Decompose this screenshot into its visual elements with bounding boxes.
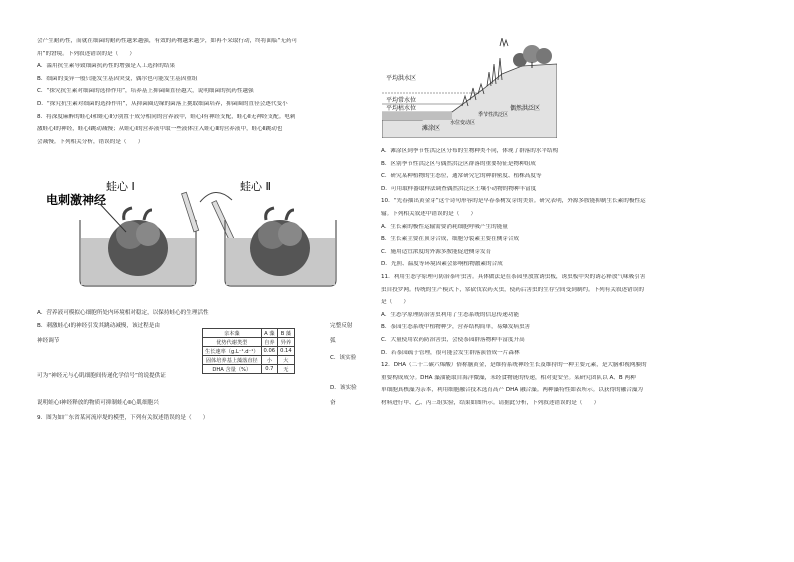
text-line: 输。下列相关叙述中错误的是（ ） — [381, 210, 477, 217]
option-line: D．可用取样器取样法调查偶然洪泛区土壤小动物的物种丰富度 — [381, 185, 537, 192]
text-line: 虫自投罗网。传统的生产模式下，常砍伐农药灭虫，使药后害虫的生存空间受到制约。下列有关叙述错误的 — [381, 286, 644, 293]
side-note-excite: 奋 — [330, 400, 336, 406]
option-c-8-cont: 可为“神经元与心肌细胞间传递化学信号”的说提供证 — [37, 373, 166, 379]
text-line: 单细胞真核藻为亲本，利用细胞融合技术选育高产 DHA 融合藻。两种藻特性如表所示。以获得的融合藻为 — [381, 387, 644, 394]
table-header-row — [203, 329, 295, 338]
label-flood-area: 平均洪水区 — [386, 75, 417, 82]
table-cell: 0.06 — [261, 347, 278, 356]
label-occasional: 偶然洪泛区 — [510, 105, 541, 112]
river-bank-figure — [382, 38, 557, 138]
text-line: 会产生耐药性，而就在细菌的耐药性越来越强，有效的药物越来越少，如再不采取行动，终将面临“无药可 — [37, 38, 298, 44]
option-line: D．“探究抗生素对细菌的选择作用”，从抑菌圈边缘的菌落上挑取细菌培养，抑菌圈的直径会逐代变小 — [37, 100, 288, 107]
table-cell: 自养 — [261, 338, 278, 347]
table-row — [203, 365, 295, 374]
table-cell: 小 — [261, 356, 278, 365]
table-cell: 固体培养基上藻落直径 — [203, 356, 262, 365]
table-cell: 异养 — [278, 338, 295, 347]
table-cell: 大 — [278, 356, 295, 365]
frog-heart-figure — [40, 180, 340, 290]
side-note-arc: 弧 — [330, 338, 336, 344]
label-beach: 滩涂区 — [422, 125, 441, 132]
text-line: 材料进行甲、乙、丙三组实验，结果如图所示。请据此分析，下列叙述错误的是（ ） — [381, 399, 600, 406]
question-12-text: 12．DHA（二十二碳六烯酸）俗称脑黄金，是维持系统神经生长及维持的一种主要元素，是大脑和视网膜的 — [381, 362, 647, 369]
table-cell: DHA 含量（%） — [203, 365, 262, 374]
option-line: C．研究某种植物的生态位，通常研究它的种群密度、植株高度等 — [381, 173, 542, 180]
algae-table — [202, 328, 295, 374]
text-line: 是（ ） — [381, 299, 409, 306]
question-8-text: 8．将深度麻醉的蛙心Ⅰ和蛙心Ⅱ分别置于成分相同的营养液中，蛙心Ⅰ有神经支配，蛙心Ⅱ无神经支配。电刺 — [37, 113, 296, 120]
table-header-cell: B 藻 — [278, 329, 295, 338]
table-cell: 0.14 — [278, 347, 295, 356]
text-line: 重要构成成分。DHA 藻油能取自海洋微藻，未经食物链的传递，相对更安全。某研究团队以 A、B 两种 — [381, 374, 636, 381]
question-9-text: 9．图为如广东省某河流岸堤的模型，下列有关叙述错误的是（ ） — [37, 415, 209, 421]
option-line: B．区别季节性洪泛区与偶然洪泛区群落的重要特征是物种组成 — [381, 160, 536, 167]
label-water-change: 水位变动区 — [450, 120, 476, 126]
option-line: C．大量使用农药防治害虫，会使茶园群落物种丰富度升高 — [381, 336, 525, 343]
option-line: A．生态学原理防治害虫利用了生态系统的信息传递功能 — [381, 311, 520, 318]
left-column — [37, 38, 377, 151]
question-11-text: 11．利用生态学原理可防治茶叶虫害。具体做法是在茶园里放置诱虫板，诱虫板中央的诱芯释放气味吸引害 — [381, 273, 646, 280]
question-10-text: 10．“先春抽出黄金芽”这个诗句形容的是早春茶树发芽的美景。研究表明，外源多胺能抑制生长素的极性运 — [381, 198, 646, 205]
side-note-c: C．该实验 — [330, 355, 357, 361]
side-note-reflex: 完整反射 — [330, 323, 353, 329]
option-a-8: A．营养液可模拟心细胞所处内环境相对稳定，以保持蛙心的生理活性 — [37, 310, 209, 316]
option-line: D．若茶园疏于管理，很可能会发生群落演替成一片森林 — [381, 349, 520, 356]
option-line: B．茶园生态系统中植物种少，营养结构简单，易爆发病虫害 — [381, 324, 531, 331]
text-line: 激蛙心Ⅰ的神经，蛙心Ⅰ跳动减慢；从蛙心Ⅰ的营养液中取一些液体注入蛙心Ⅱ的营养液中，蛙心Ⅱ跳动也 — [37, 126, 283, 133]
table-row — [203, 356, 295, 365]
option-line: B．生长素主要在顶芽合成，细胞分裂素主要在侧芽合成 — [381, 236, 520, 243]
heart1-label: 蛙心 Ⅰ — [106, 180, 135, 193]
option-b-8: B．刺激蛙心Ⅰ的神经引发其跳动减慢，该过程是由 — [37, 323, 160, 329]
table-cell: 生长速率（g.L⁻¹.d⁻¹） — [203, 347, 262, 356]
option-line: C．“探究抗生素对细菌的选择作用”，培养基上抑菌圈直径越大，说明细菌的抗药性越强 — [37, 88, 254, 95]
table-cell: 0.7 — [261, 365, 278, 374]
beaker-1 — [80, 208, 196, 286]
option-line: A．滥用抗生素导致细菌抗药性的增强是人工选择的结果 — [37, 63, 176, 70]
table-row — [203, 347, 295, 356]
option-line: B．细菌的变异一般只能发生基因突变，偶尔也可能发生基因重组 — [37, 75, 198, 82]
option-line: A．生长素的极性运输需要消耗细胞呼吸产生的能量 — [381, 223, 508, 230]
table-header-cell: 亲本藻 — [203, 329, 262, 338]
right-column — [381, 148, 759, 412]
side-note-d: D．该实验 — [330, 385, 357, 391]
table-row — [203, 338, 295, 347]
text-line: 会减慢。下列相关分析，错误的是（ ） — [37, 138, 144, 145]
text-line: 用”的窘境。下列叙述错误的是（ ） — [37, 50, 135, 57]
option-d-8-cont: 说明蛙心Ⅰ神经释放的物质可抑制蛙心Ⅱ心肌细胞兴 — [37, 400, 159, 406]
beaker-2 — [225, 208, 336, 286]
option-line: C．施用适宜浓度的外源多胺能促进侧芽发育 — [381, 248, 492, 255]
table-header-cell: A 藻 — [261, 329, 278, 338]
label-normal-level: 平均常水位 — [386, 97, 417, 104]
option-line: D．光照、温度等环境因素会影响植物激素的合成 — [381, 261, 503, 268]
option-line: A．滩涂区到季节性洪泛区分布的生物种类不同，体现了群落的水平结构 — [381, 148, 559, 154]
table-cell: 优势代谢类型 — [203, 338, 262, 347]
stimulus-label: 电刺激神经 — [46, 193, 107, 207]
label-seasonal: 季节性洪泛区 — [478, 112, 509, 118]
table-cell: 无 — [278, 365, 295, 374]
option-b-8-cont: 神经调节 — [37, 338, 60, 344]
heart2-label: 蛙心 Ⅱ — [240, 180, 271, 193]
label-low-level: 平均枯水位 — [386, 105, 417, 112]
